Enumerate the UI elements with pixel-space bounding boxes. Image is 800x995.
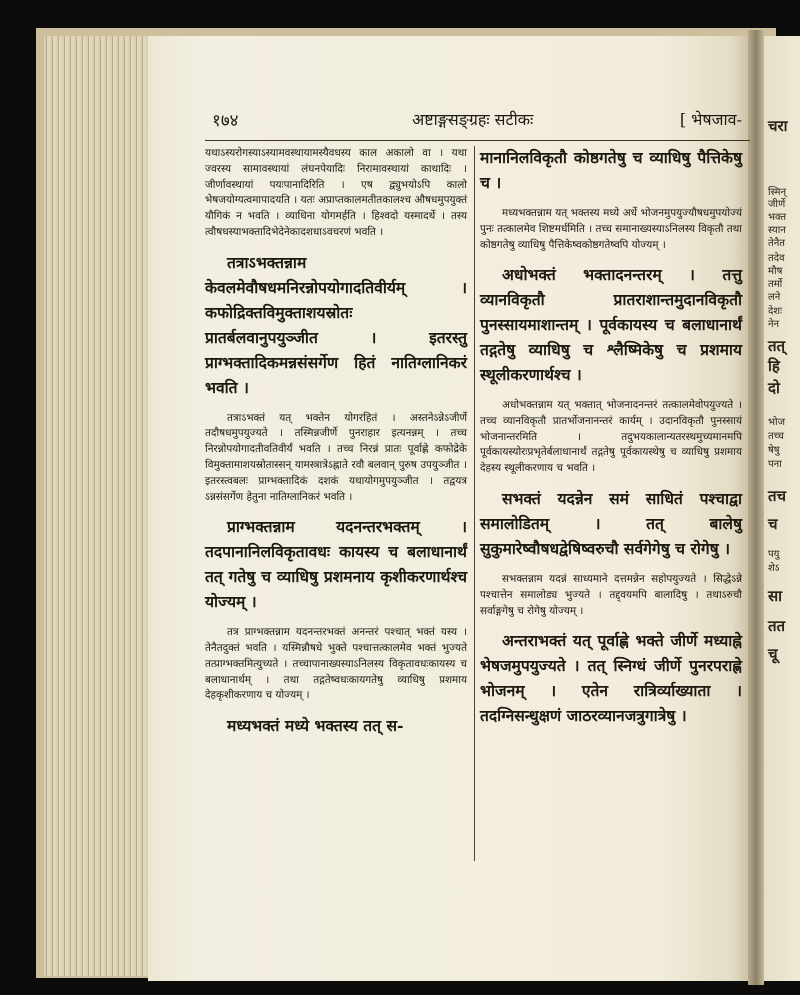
right-column: [480, 146, 742, 966]
commentary-paragraph: तत्राऽभक्तं यत् भक्तेन योगरहितं । अस्तनेऽन्नेऽजीर्णे तदौषधमुपयुज्यते । तस्मिन्नजीर्णे पुनराहार इत्यनन्नम् । तच्च निरन्नोपयोगादतीवतिवीर्यं भवति । तच्च निरन्नं प्रातः पूर्वाह्णे कफोद्रेके विमुक्तामाशयस्रोतास्सन् यामस्त्रात्रेऽह्नाते रवौ बलवान् पुरुष उपयुञ्जीत । इतरस्त्वबलः प्राग्भक्तादिकं दशकं यथायोगमुपयुञ्जीत । तद्वयत्र ऽन्नसंसर्गेण हेतुना नातिग्लानिकरं भवति ।: [205, 411, 467, 503]
next-page-text-fragment: षेषु: [768, 445, 780, 456]
sutra-verse: तत्राऽभक्तन्नाम केवलमेवौषधमनिरन्नोपयोगादतिवीर्यम् । कफोद्रिक्तविमुक्ताशयस्रोतः प्रातर्बलवानुपयुञ्जीत । इतरस्तु प्राग्भक्तादिकमन्नसंसर्गेण हितं नातिग्लानिकरं भवति ।: [205, 252, 467, 397]
next-page-text-fragment: तेनैत: [768, 238, 785, 249]
commentary-paragraph: तत्र प्राग्भक्तन्नाम यदनन्तरभक्तं अनन्तरं पश्चात् भक्तं यस्य । तेनैतदुक्तं भवति । यस्मिन्नौषधे भुक्ते पश्चात्तत्कालमेव भक्तं भुज्यते तत्प्राग्भक्तमित्युच्यते । तच्चापानाख्यस्याऽनिलस्य विकृतावधःकायस्य च बलाधानार्थम् । तथा तद्गतेष्वधःकायगतेषु व्याधिषु प्रशमाय देहकृशीकरणाय च योज्यम् ।: [205, 626, 467, 702]
next-page-text-fragment: मौष: [768, 266, 783, 277]
next-page-text-fragment: पना: [768, 459, 782, 470]
next-page-text-fragment: नेन: [768, 319, 780, 330]
section-title: [ भेषजाव-: [679, 110, 742, 129]
next-page-text-fragment: सा: [768, 587, 783, 605]
sutra-verse: अन्तराभक्तं यत् पूर्वाह्णे भक्ते जीर्णे मध्याह्ने भेषजमुपयुज्यते । तत् स्निग्धं जीर्णे पुनरपराह्णे भोजनम् । एतेन रात्रिर्व्याख्याता । तदग्निसन्धुक्षणं जाठरव्यानजत्रुगात्रेषु ।: [480, 631, 742, 726]
next-page-text-fragment: तच्च: [768, 431, 784, 442]
next-page-text-fragment: च: [768, 515, 778, 533]
sutra-verse: मध्यभक्तं मध्ये भक्तस्य तत् स-: [227, 716, 404, 736]
next-page-text-fragment: पयु: [768, 549, 780, 560]
commentary-paragraph: अधोभक्तन्नाम यत् भक्तात् भोजनादनन्तरं तत्कालमेवोपयुज्यते । तच्च व्यानविकृतौ प्रातर्भोजनानन्तरं कार्यम् । उदानविकृतौ पुनस्सायं भोजनान्तरमिति । तदुभयकालान्यतरस्थमुच्यमानमपि पूर्वकायस्योरःप्रभृतेर्बलाधानार्थं तद्गतेषु पूर्वकायस्थेषु च व्याधिषु प्रशमाय देहस्य स्थूलीकरणाय च भवति ।: [480, 399, 742, 475]
next-page-text-fragment: तदेव: [768, 253, 785, 264]
next-page-text-fragment: जीर्णे: [768, 199, 786, 210]
sutra-verse: अधोभक्तं भक्तादनन्तरम् । तत्तु व्यानविकृतौ प्रातराशान्तमुदानविकृतौ पुनस्सायमाशान्तम् । पूर्वकायस्य च बलाधानार्थं तद्गतेषु व्याधिषु च श्लैष्मिकेषु च प्रशमाय स्थूलीकरणार्थश्च ।: [480, 265, 742, 385]
next-page-text-fragment: देशः: [768, 306, 783, 317]
book-title: अष्टाङ्गसङ्ग्रहः सटीकः: [412, 110, 534, 129]
next-page-text-fragment: चू: [768, 645, 778, 663]
next-page-text-fragment: दो: [768, 379, 780, 397]
next-page-text-fragment: भक्त: [768, 212, 787, 223]
next-page-text-fragment: चरा: [768, 117, 788, 135]
next-page-text-fragment: स्मिन्: [768, 187, 787, 198]
next-page-text-fragment: तर्मो: [768, 279, 783, 290]
next-page-text-fragment: तत: [768, 617, 786, 635]
sutra-verse: मानानिलविकृतौ कोष्ठगतेषु च व्याधिषु पैत्तिकेषु च ।: [480, 148, 742, 192]
next-page-text-fragment: लने: [768, 292, 781, 303]
next-page-text-fragment: हि: [768, 357, 780, 375]
next-page-text-fragment: तच: [768, 487, 787, 505]
commentary-paragraph: सभक्तन्नाम यदन्नं साध्यमाने दत्तमन्नेन सहोपयुज्यते । सिद्धेऽन्ने पश्चात्तेन समालोड्य भुज्यते । तद्द्वयमपि बालादिषु । तथाऽरुचौ सर्वाङ्गगेषु च रोगेषु योज्यम् ।: [480, 572, 742, 617]
book-gutter: [748, 30, 764, 985]
page-edges: [44, 36, 149, 976]
commentary-paragraph: यथाऽस्यरोगस्याऽस्यामवस्थायामस्यैवधस्य काल अकालो वा । यथा ज्वरस्य सामावस्थायां लंघनपेयादिः निरामावस्थायां काथादिः । जीर्णावस्थायां पयःपानादिरिति । एष द्व्युभयोऽपि कालो भेषजयोग्यत्वमापादयति । यतः अप्राप्तकालमतीतकालश्च औषधमुपयुक्तं यौगिकं न भवति । व्याधिना योगमर्हति । हिश्वदो यस्मादर्थे । तस्य त्वौषधस्याभक्तादिभेदेनेकादशधाऽवचरणं भवति ।: [205, 147, 467, 239]
next-page-fragment: [764, 36, 800, 981]
column-divider: [474, 146, 475, 861]
next-page-text-fragment: शेऽ: [768, 563, 780, 574]
sutra-verse: सभक्तं यदन्नेन समं साधितं पश्चाद्वा समालोडितम् । तत् बालेषु सुकुमारेष्वौषधद्वेषिष्वरुचौ सर्वगेगेषु च रोगेषु ।: [480, 489, 742, 558]
commentary-paragraph: मध्यभक्तन्नाम यत् भक्तस्य मध्ये अर्धे भोजनमुपयुज्यौषधमुपयोज्यं पुनः तत्कालमेव शिष्टमर्धमिति । तच्च समानाख्यस्याऽनिलस्य विकृतौ तथा कोष्ठगतेषु व्याधिषु पैत्तिकेष्वकोष्ठगतेष्वपि योज्यम् ।: [480, 206, 742, 251]
page-number: १७४: [212, 111, 239, 131]
running-header: [212, 108, 742, 138]
left-column: [205, 146, 467, 966]
next-page-text-fragment: भोज: [768, 417, 786, 428]
sutra-verse: प्राग्भक्तन्नाम यदनन्तरभक्तम् । तदपानानिलविकृतावधः कायस्य च बलाधानार्थं तत् गतेषु च व्याधिषु प्रशमनाय कृशीकरणार्थश्च योज्यम् ।: [205, 517, 467, 612]
header-rule: [205, 140, 750, 141]
next-page-text-fragment: स्यान: [768, 225, 786, 236]
next-page-text-fragment: तत्: [768, 337, 786, 355]
